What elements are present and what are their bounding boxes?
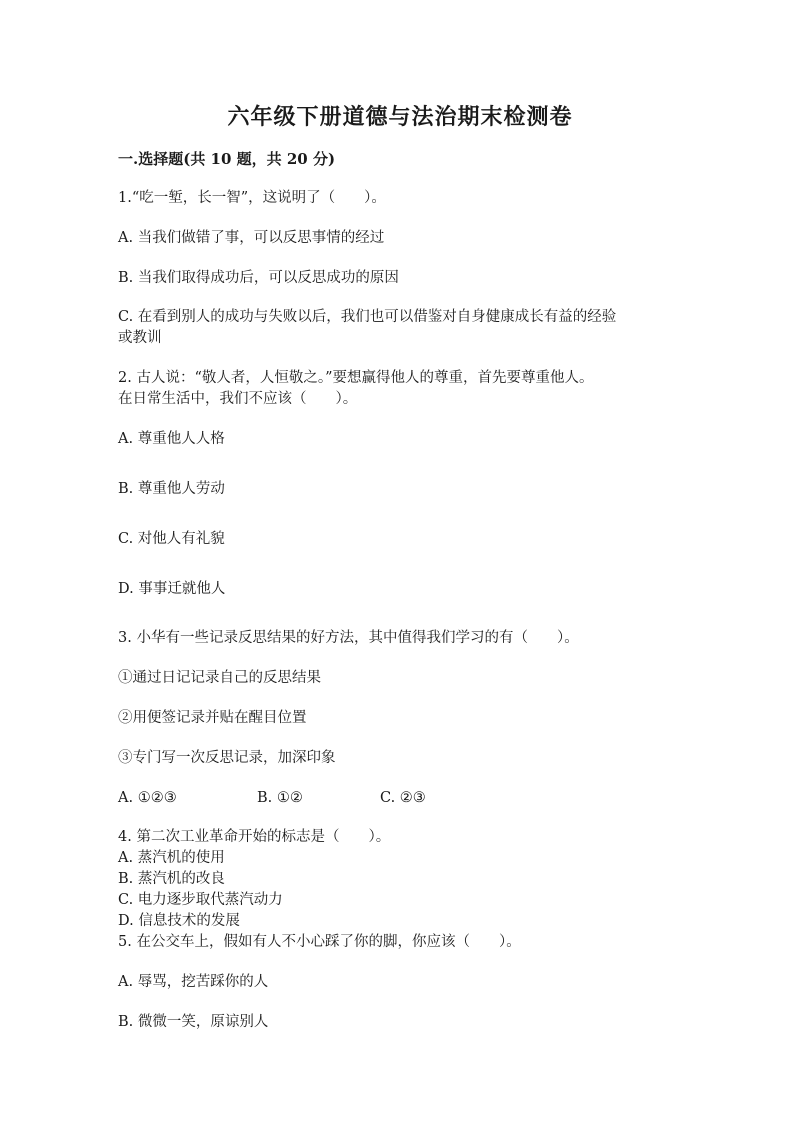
question-3-option-b: B. ①② bbox=[257, 790, 303, 806]
question-2-option-a: A. 尊重他人人格 bbox=[118, 431, 225, 447]
question-3-item-1: ①通过日记记录自己的反思结果 bbox=[118, 670, 321, 686]
question-3-option-c: C. ②③ bbox=[380, 790, 426, 806]
question-4-option-d: D. 信息技术的发展 bbox=[118, 913, 240, 929]
page-title: 六年级下册道德与法治期末检测卷 bbox=[227, 104, 573, 130]
question-1-option-b: B. 当我们取得成功后，可以反思成功的原因 bbox=[118, 270, 399, 286]
question-2-option-c: C. 对他人有礼貌 bbox=[118, 531, 225, 547]
question-3-item-2: ②用便签记录并贴在醒目位置 bbox=[118, 710, 307, 726]
question-3-item-3: ③专门写一次反思记录，加深印象 bbox=[118, 750, 336, 766]
question-4-option-b: B. 蒸汽机的改良 bbox=[118, 871, 225, 887]
question-2-option-b: B. 尊重他人劳动 bbox=[118, 481, 225, 497]
question-5-stem: 5. 在公交车上，假如有人不小心踩了你的脚，你应该（ ）。 bbox=[118, 934, 521, 950]
question-4-option-a: A. 蒸汽机的使用 bbox=[118, 850, 225, 866]
question-2-stem-line1: 2. 古人说：“敬人者，人恒敬之。”要想赢得他人的尊重，首先要尊重他人。 bbox=[118, 370, 594, 386]
question-3-stem: 3. 小华有一些记录反思结果的好方法，其中值得我们学习的有（ ）。 bbox=[118, 630, 579, 646]
question-5-option-b: B. 微微一笑，原谅别人 bbox=[118, 1014, 269, 1030]
question-1-option-a: A. 当我们做错了事，可以反思事情的经过 bbox=[118, 230, 385, 246]
question-2-stem-line2: 在日常生活中，我们不应该（ ）。 bbox=[118, 391, 358, 407]
question-4-option-c: C. 电力逐步取代蒸汽动力 bbox=[118, 892, 283, 908]
question-3-option-a: A. ①②③ bbox=[118, 790, 177, 806]
question-2-option-d: D. 事事迁就他人 bbox=[118, 581, 226, 597]
question-1-option-c-line1: C. 在看到别人的成功与失败以后，我们也可以借鉴对自身健康成长有益的经验 bbox=[118, 309, 617, 325]
question-4-stem: 4. 第二次工业革命开始的标志是（ ）。 bbox=[118, 829, 391, 845]
question-5-option-a: A. 辱骂，挖苦踩你的人 bbox=[118, 974, 269, 990]
section-heading: 一.选择题(共 10 题，共 20 分) bbox=[118, 150, 336, 168]
question-1-stem: 1.“吃一堑，长一智”，这说明了（ ）。 bbox=[118, 190, 386, 206]
question-1-option-c-line2: 或教训 bbox=[118, 330, 162, 346]
